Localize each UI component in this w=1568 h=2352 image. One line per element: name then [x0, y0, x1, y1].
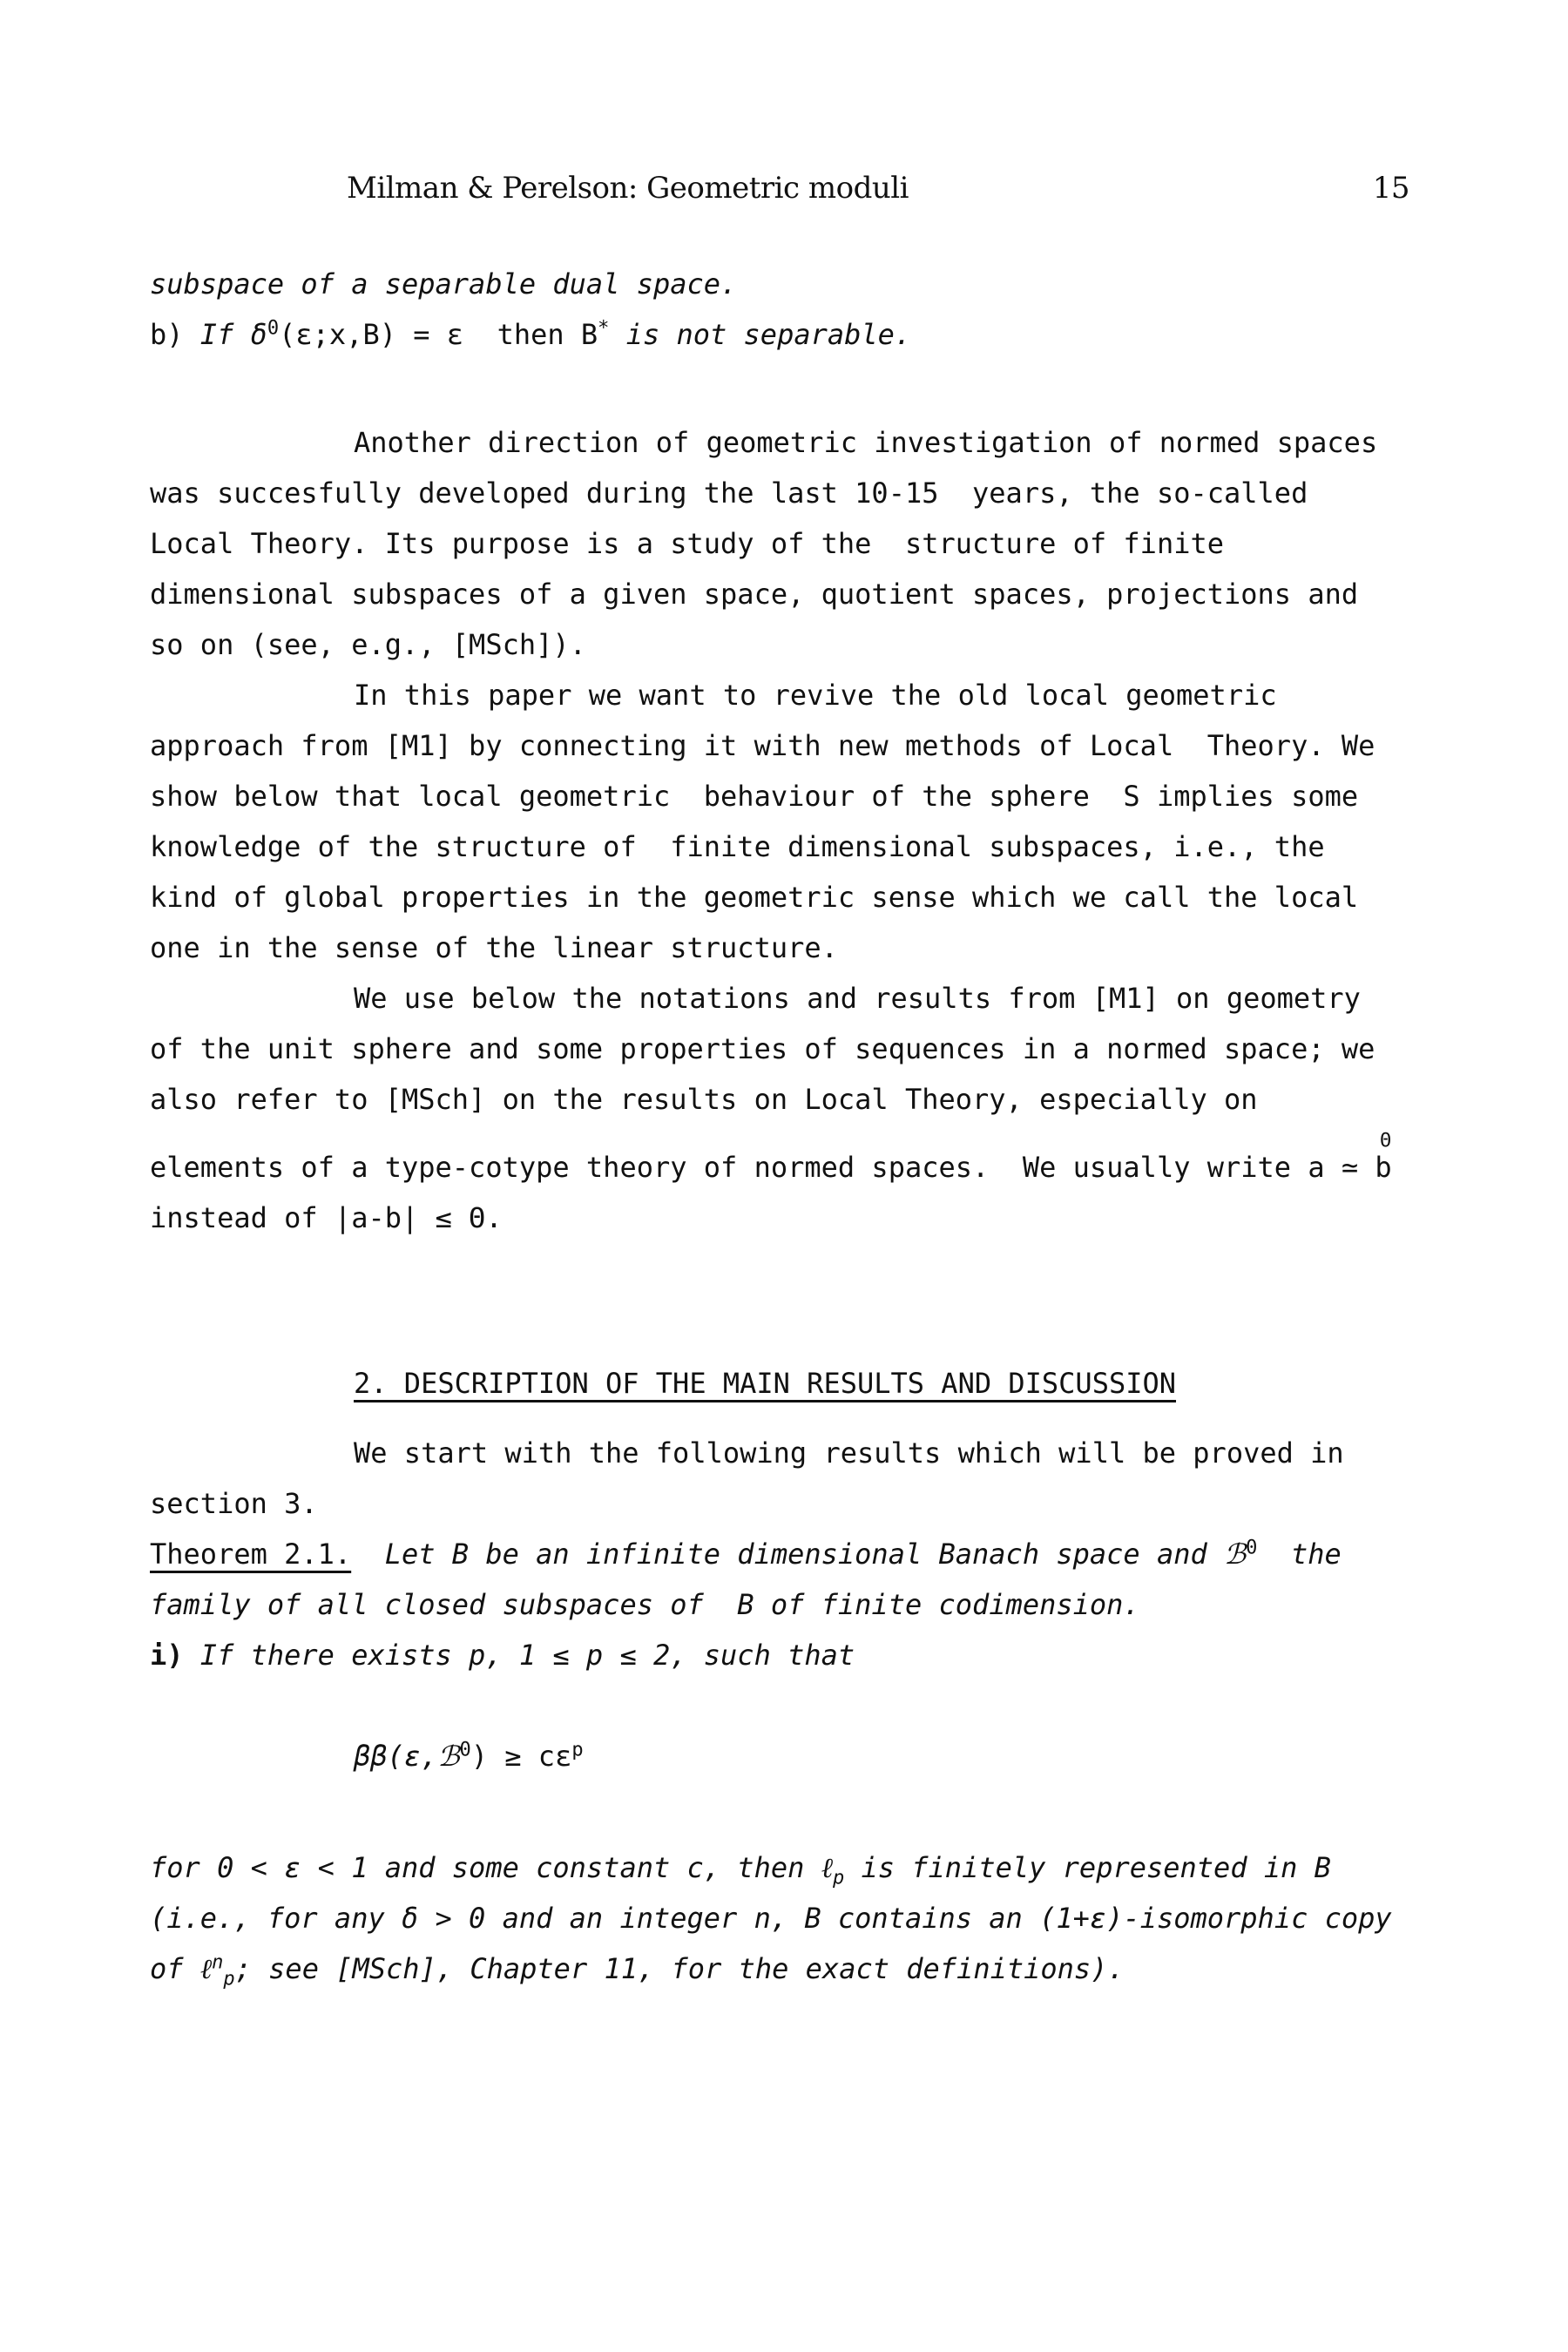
after3-a: of ℓ [150, 1952, 213, 1985]
para3-line-5: instead of |a-b| ≤ Θ. [150, 1201, 503, 1234]
item-b-label: b) [150, 318, 200, 351]
para2-line-3: show below that local geometric behaviour of the sphere S implies some [150, 780, 1359, 813]
after-formula-line-2: (i.e., for any δ > 0 and an integer n, B contains an (1+ε)-isomorphic copy [150, 1902, 1392, 1935]
item-b-sup: 0 [267, 317, 280, 340]
item-b-mid: (ε;x,B) = ε then B [279, 318, 598, 351]
theorem-sup: 0 [1246, 1537, 1258, 1559]
running-head [347, 171, 1409, 214]
theorem-line1-end: the [1257, 1538, 1342, 1571]
display-formula [354, 1739, 584, 1774]
para3-line-3: also refer to [MSch] on the results on Local Theory, especially on [150, 1083, 1258, 1116]
after1-a: for 0 < ε < 1 and some constant c, then ℓ [150, 1851, 833, 1884]
para1-line-4: dimensional subspaces of a given space, quotient spaces, projections and [150, 578, 1359, 611]
para1-line-2: was succesfully developed during the last 10-15 years, the so-called [150, 476, 1308, 510]
after-formula-line-3 [150, 1951, 1125, 1990]
after-formula-line-1 [150, 1850, 1331, 1889]
item-b-line [150, 317, 911, 352]
section-intro-line-1: We start with the following results which will be proved in [354, 1436, 1344, 1470]
after3-sub: p [223, 1968, 235, 1990]
item-i-text: If there exists p, 1 ≤ p ≤ 2, such that [183, 1639, 855, 1672]
para2-line-6: one in the sense of the linear structure. [150, 931, 838, 964]
section-heading: 2. DESCRIPTION OF THE MAIN RESULTS AND DISCUSSION [354, 1367, 1177, 1400]
item-b-if: If δ [199, 318, 267, 351]
after3-sup: n [212, 1951, 224, 1974]
formula-sup0: 0 [459, 1739, 471, 1761]
para3-line-4: elements of a type-cotype theory of normed spaces. We usually write a ≃ b [150, 1151, 1392, 1184]
after1-sub: p [832, 1867, 845, 1889]
para2-line-1: In this paper we want to revive the old local geometric [354, 679, 1277, 712]
item-b-end: is not separable. [609, 318, 912, 351]
para1-line-5: so on (see, e.g., [MSch]). [150, 628, 586, 661]
para1-line-3: Local Theory. Its purpose is a study of the structure of finite [150, 527, 1224, 560]
formula-right: ) ≥ cε [470, 1740, 572, 1773]
continuation-line: subspace of a separable dual space. [150, 267, 738, 301]
theorem-item-i [150, 1638, 855, 1673]
after3-b: ; see [MSch], Chapter 11, for the exact definitions). [234, 1952, 1125, 1985]
theorem-statement: Let B be an infinite dimensional Banach space and ℬ [384, 1538, 1247, 1571]
para2-line-4: knowledge of the structure of finite dimensional subspaces, i.e., the [150, 830, 1325, 863]
item-i-label: i) [150, 1639, 184, 1672]
para3-line-2: of the unit sphere and some properties of sequences in a normed space; we [150, 1032, 1375, 1065]
formula-supp: p [571, 1739, 584, 1761]
para1-line-1: Another direction of geometric investigation of normed spaces [354, 426, 1378, 459]
formula-left: ββ(ε,ℬ [354, 1740, 460, 1773]
theta-over-symbol: Θ [1380, 1130, 1392, 1152]
running-head-title: Milman & Perelson: Geometric moduli [347, 171, 909, 206]
theorem-label: Theorem 2.1. [150, 1538, 352, 1571]
section-intro-line-2: section 3. [150, 1487, 318, 1520]
theorem-line-1 [150, 1537, 1342, 1571]
item-b-star: * [598, 317, 610, 340]
para3-line-1: We use below the notations and results from [M1] on geometry [354, 982, 1361, 1015]
after1-b: is finitely represented in B [844, 1851, 1331, 1884]
page-number: 15 [1372, 171, 1409, 206]
theorem-line-2: family of all closed subspaces of B of finite codimension. [150, 1588, 1140, 1621]
para2-line-5: kind of global properties in the geometric sense which we call the local [150, 881, 1359, 914]
para2-line-2: approach from [M1] by connecting it with new methods of Local Theory. We [150, 729, 1375, 762]
